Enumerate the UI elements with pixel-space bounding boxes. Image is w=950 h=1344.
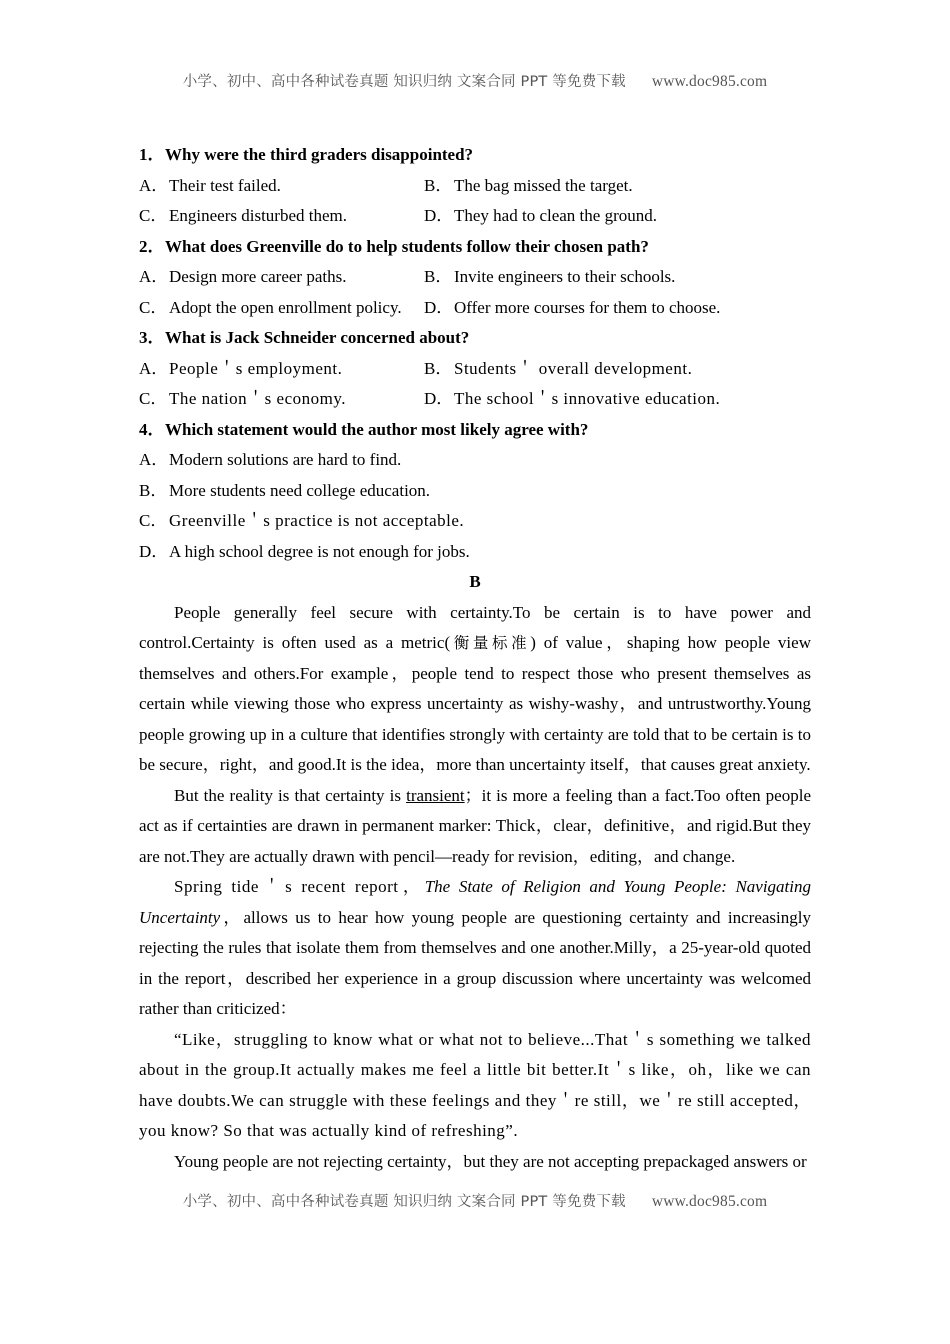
question-4-option-a-text: Modern solutions are hard to find. [169,450,402,469]
question-3-option-a-text: People＇s employment. [169,358,343,378]
passage-paragraph-3 [139,872,811,1025]
question-4-option-c-text: Greenville＇s practice is not acceptable. [169,511,465,530]
passage-p2-part-a: But the reality is that certainty is [174,785,407,805]
question-4-option-b[interactable] [139,476,811,507]
question-2-option-c-letter: C． [139,297,168,317]
question-2-stem [139,232,811,263]
passage-p1-chinese-gloss: 衡量标准 [450,634,531,652]
question-1-options-row-2 [139,201,811,232]
passage-p2-part-b: ；it is more a feeling than a fact.Too often people act as if certainties are drawn in permanent marker: Thick，clear，definitive，and rigid.But they are not.They are actually drawn with pencil—ready for revision，editing，and change. [139,785,811,866]
question-3-number: 3． [139,328,165,347]
question-2-option-c[interactable] [139,293,402,324]
question-2-option-d-letter: D． [424,297,454,317]
question-4-option-a[interactable] [139,445,811,476]
passage-p3-report-title: The State of Religion and Young People: Navigating Uncertainty [139,877,811,927]
question-3-option-c-letter: C． [139,389,168,408]
question-2-stem-text: What does Greenville do to help students follow their chosen path? [165,236,649,256]
passage-p1-part-a: People generally feel secure with certainty.To be certain is to have power and control.Certainty is often used as a metric( [139,602,811,652]
question-1-option-a-text: Their test failed. [169,175,281,195]
question-3-option-b-text: Students＇ overall development. [454,358,693,378]
question-2-option-d[interactable] [424,293,720,324]
question-2-options-row-1 [139,262,811,293]
question-1-option-a[interactable] [139,171,281,202]
page-header-chinese-text: 小学、初中、高中各种试卷真题 知识归纳 文案合同 PPT 等免费下载 [182,74,626,90]
page-header [0,70,950,91]
question-1-options-row-1 [139,171,811,202]
passage-p1-part-b: ) of value，shaping how people view themselves and others.For example，people tend to respect those who present themselves as certain while viewing those who express uncertainty as wishy-washy，and untrustworthy.Young people growing up in a culture that identifies strongly with certainty are told that to be certain is to be secure，right，and good.It is the idea，more than uncertainty itself，that causes great anxiety. [139,633,811,774]
question-1-option-c-text: Engineers disturbed them. [169,206,347,225]
question-3-option-c[interactable] [139,384,346,415]
question-2-option-b[interactable] [424,262,675,293]
question-4-option-b-text: More students need college education. [169,480,431,500]
question-1-stem [139,140,811,171]
question-2 [139,232,811,324]
question-1-option-b-letter: B． [424,175,453,195]
passage-section-letter: B [469,572,481,591]
passage-paragraph-5: Young people are not rejecting certainty，but they are not accepting prepackaged answers or [174,1151,807,1171]
question-1-option-b[interactable] [424,171,633,202]
page-footer-url: www.doc985.com [651,1193,768,1210]
question-4-option-d-letter: D． [139,541,169,561]
passage-paragraph-2 [139,781,811,873]
passage-p3-part-b: ，allows us to hear how young people are questioning certainty and increasingly rejecting the rules that isolate them from themselves and one another.Milly，a 25-year-old quoted in the report，described her experience in a group discussion where uncertainty was welcomed rather than criticized： [139,907,811,1018]
question-2-number: 2． [139,236,165,256]
question-2-option-a[interactable] [139,262,346,293]
question-3 [139,323,811,415]
question-1-stem-text: Why were the third graders disappointed? [165,145,474,164]
question-3-option-b[interactable] [424,354,692,385]
question-3-options-row-1 [139,354,811,385]
question-4-option-c[interactable] [139,506,811,537]
question-3-option-d-text: The school＇s innovative education. [454,389,721,408]
question-3-options-row-2 [139,384,811,415]
question-3-stem [139,323,811,354]
passage-p2-underlined-word: transient [406,785,465,805]
question-2-option-c-text: Adopt the open enrollment policy. [169,297,402,317]
question-1-option-d-letter: D． [424,206,454,225]
question-2-option-a-text: Design more career paths. [169,267,347,286]
passage-p3-part-a: Spring tide＇s recent report， [174,877,425,896]
passage-paragraph-1 [139,598,811,781]
question-4-option-d-text: A high school degree is not enough for jobs. [169,541,470,561]
question-4-stem [139,415,811,446]
question-3-option-a-letter: A． [139,358,169,378]
question-2-option-a-letter: A． [139,267,169,286]
question-1-option-c[interactable] [139,201,347,232]
question-1-option-c-letter: C． [139,206,168,225]
question-4-option-a-letter: A． [139,450,169,469]
question-1-option-a-letter: A． [139,175,169,195]
question-1-option-d[interactable] [424,201,657,232]
question-2-options-row-2 [139,293,811,324]
question-3-option-c-text: The nation＇s economy. [169,389,346,408]
page-footer [0,1190,950,1211]
question-1 [139,140,811,232]
question-4-number: 4． [139,419,165,439]
page-footer-chinese-text: 小学、初中、高中各种试卷真题 知识归纳 文案合同 PPT 等免费下载 [182,1194,626,1210]
question-1-number: 1． [139,145,165,164]
page-header-url: www.doc985.com [651,73,768,90]
question-2-option-b-text: Invite engineers to their schools. [454,267,676,286]
question-1-option-b-text: The bag missed the target. [454,175,633,195]
question-4-option-b-letter: B． [139,480,168,500]
question-4-option-c-letter: C． [139,511,168,530]
question-1-option-d-text: They had to clean the ground. [454,206,657,225]
question-3-option-d[interactable] [424,384,720,415]
question-3-option-a[interactable] [139,354,342,385]
question-4 [139,415,811,568]
question-2-option-d-text: Offer more courses for them to choose. [454,297,721,317]
document-content [139,140,811,1177]
question-2-option-b-letter: B． [424,267,453,286]
question-4-option-d[interactable] [139,537,811,568]
question-3-stem-text: What is Jack Schneider concerned about? [165,328,470,347]
question-3-option-d-letter: D． [424,389,454,408]
question-4-stem-text: Which statement would the author most likely agree with? [165,419,589,439]
question-3-option-b-letter: B． [424,358,453,378]
passage-paragraph-4-quotation: “Like，struggling to know what or what not to believe...That＇s something we talked about in the group.It actually makes me feel a little bit better.It＇s like，oh，like we can have doubts.We can struggle with these feelings and they＇re still，we＇re still accepted，you know? So that was actually kind of refreshing”. [139,1029,811,1140]
